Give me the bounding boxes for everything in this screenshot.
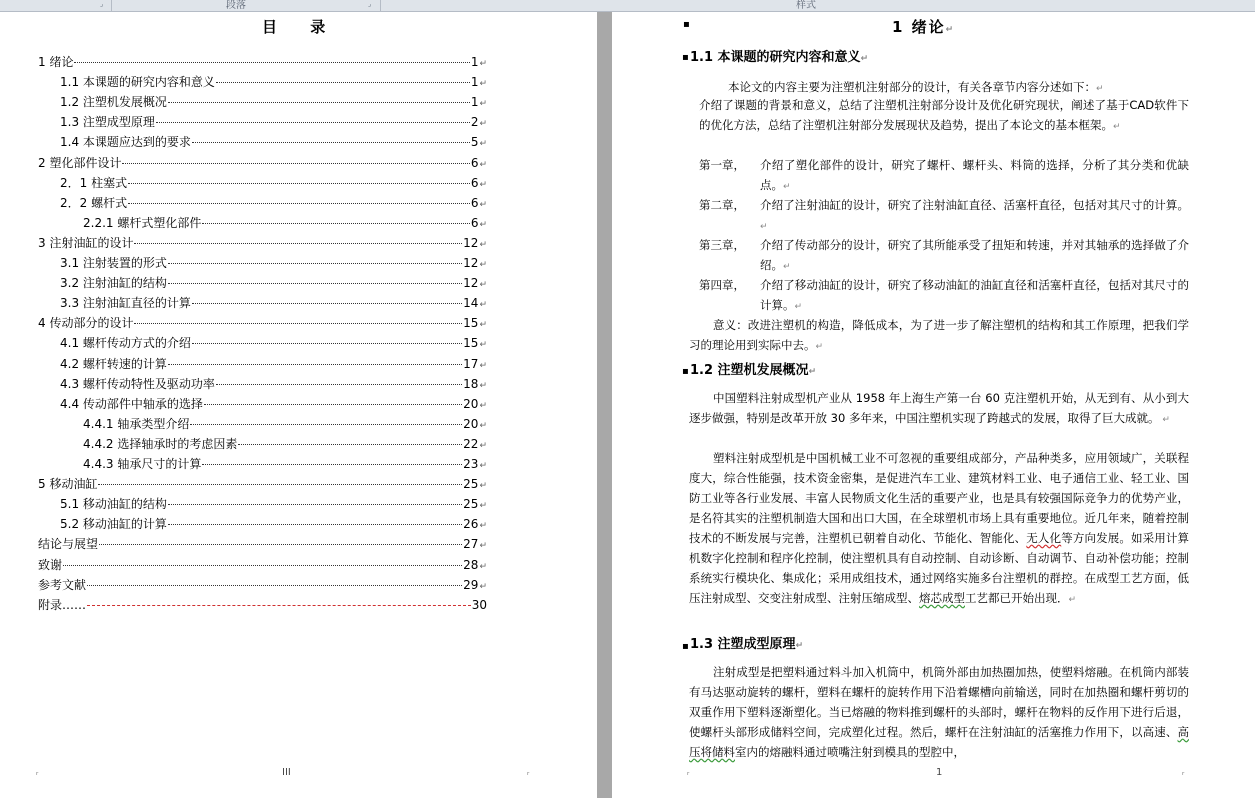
paragraph-mark-icon: ↵ (479, 581, 487, 592)
paragraph-mark-icon: ↵ (479, 179, 487, 190)
toc-leader-dots (216, 384, 462, 385)
toc-leader-dots (87, 605, 471, 606)
page-gutter (597, 12, 612, 798)
toc-entry[interactable] (60, 515, 487, 533)
toc-leader-dots (99, 544, 462, 545)
toc-entry-title: 附录…… (38, 597, 87, 612)
toc-entry-title: 4.4.1 轴承类型介绍 (83, 416, 190, 431)
list-bullet: ▪ (682, 641, 689, 652)
toc-entry[interactable] (38, 314, 487, 332)
ribbon-separator (380, 0, 381, 11)
toc-entry[interactable] (60, 194, 487, 212)
chapter-title: 1 绪论↵ (892, 18, 956, 36)
toc-entry-page: 18 (463, 376, 479, 391)
document-page-toc[interactable] (0, 12, 597, 798)
paragraph-intro: 本论文的内容主要为注塑机注射部分的设计，有关各章节内容分述如下：↵ (728, 80, 1104, 94)
toc-entry-page: 5 (470, 135, 479, 150)
chapter-summary-3: 第三章， 介绍了传动部分的设计，研究了其所能承受了扭矩和转速，并对其轴承的选择做了介绍。↵ (699, 238, 1189, 272)
paragraph-mark-icon: ↵ (479, 400, 487, 411)
chapter-summary-1: 第一章， 介绍了塑化部件的设计，研究了螺杆、螺杆头、料筒的选择，分析了其分类和优缺点。↵ (699, 158, 1189, 192)
toc-leader-dots (168, 283, 462, 284)
toc-entry-page: 6 (470, 215, 479, 230)
footer-corner-mark: ᵣ (36, 768, 39, 778)
toc-leader-dots (202, 223, 469, 224)
toc-entry[interactable] (38, 234, 487, 252)
paragraph-mark-icon: ↵ (479, 501, 487, 512)
paragraph-mark-icon: ↵ (479, 440, 487, 451)
footer-corner-mark: ᵣ (527, 768, 530, 778)
toc-entry-title: 5 移动油缸 (38, 477, 98, 492)
toc-leader-dots (238, 444, 462, 445)
paragraph-mark-icon: ↵ (479, 219, 487, 230)
page-number: 1 (936, 767, 943, 778)
toc-entry[interactable] (60, 375, 487, 393)
toc-leader-dots (168, 102, 470, 103)
toc-leader-dots (156, 122, 470, 123)
toc-entry-page: 1 (470, 95, 479, 110)
toc-leader-dots (202, 464, 462, 465)
paragraph-mark-icon: ↵ (479, 280, 487, 291)
toc-leader-dots (168, 263, 462, 264)
paragraph-meaning: 意义：改进注塑机的构造，降低成本，为了进一步了解注塑机的结构和其工作原理，把我们学习的理论用到实际中去。↵ (689, 318, 1189, 352)
toc-entry-page: 15 (463, 336, 479, 351)
toc-entry-page: 15 (463, 316, 479, 331)
toc-leader-dots (74, 62, 469, 63)
toc-entry-page: 12 (463, 235, 479, 250)
toc-entry[interactable] (60, 133, 487, 151)
toc-entry[interactable] (83, 455, 487, 473)
toc-entry-page: 25 (463, 477, 479, 492)
toc-entry-title: 4.1 螺杆传动方式的介绍 (60, 336, 191, 351)
toc-entry-title: 参考文献 (38, 577, 87, 592)
toc-entry[interactable] (60, 495, 487, 513)
paragraph-mark-icon: ↵ (479, 260, 487, 270)
footer-corner-mark: ᵣ (687, 768, 690, 778)
toc-entry-page: 14 (463, 296, 479, 311)
paragraph-history: 中国塑料注射成型机产业从 1958 年上海生产第一台 60 克注塑机开始，从无到有、从小到大逐步做强，特别是改革开放 30 多年来，中国注塑机实现了跨越式的发展，取得了巨大成就。 ↵ (689, 391, 1189, 425)
toc-leader-dots (192, 303, 462, 304)
toc-entry[interactable] (83, 415, 487, 433)
toc-leader-dots (122, 163, 469, 164)
paragraph-mark-icon: ↵ (479, 199, 487, 210)
paragraph-mark-icon: ↵ (479, 99, 487, 110)
toc-entry-title: 4 传动部分的设计 (38, 316, 134, 331)
toc-entry-title: 3 注射油缸的设计 (38, 235, 134, 250)
toc-leader-dots (192, 343, 462, 344)
toc-entry-title: 5.2 移动油缸的计算 (60, 517, 167, 532)
toc-entry[interactable] (38, 154, 487, 172)
toc-entry-page: 27 (463, 537, 479, 552)
toc-entry[interactable] (83, 435, 487, 453)
toc-entry[interactable] (38, 576, 487, 594)
toc-entry-title: 1.3 注塑成型原理 (60, 115, 155, 130)
toc-entry[interactable] (60, 355, 487, 373)
section-heading-1-1: 1.1 本课题的研究内容和意义↵ (690, 50, 869, 65)
paragraph-mark-icon: ↵ (479, 461, 487, 471)
toc-entry-title: 1 绪论 (38, 55, 74, 69)
dialog-launcher-icon[interactable]: ⌟ (368, 0, 372, 8)
list-bullet: ▪ (682, 52, 689, 63)
toc-leader-dots (192, 142, 470, 143)
toc-title: 目 录 (262, 18, 340, 36)
toc-entry[interactable] (60, 254, 487, 272)
chapter-summary-2: 第二章， 介绍了注射油缸的设计，研究了注射油缸直径、活塞杆直径，包括对其尺寸的计算。↵ (699, 198, 1189, 232)
toc-entry[interactable] (60, 113, 487, 131)
toc-entry[interactable] (38, 475, 487, 493)
toc-entry[interactable] (60, 274, 487, 292)
toc-entry-page: 25 (463, 497, 479, 512)
toc-entry-page: 2 (470, 115, 479, 130)
document-page-chapter1[interactable] (612, 12, 1255, 798)
toc-leader-dots (216, 82, 470, 83)
toc-leader-dots (63, 565, 462, 566)
toc-entry[interactable] (60, 294, 487, 312)
toc-leader-dots (87, 585, 462, 586)
toc-entry-title: 致谢 (38, 557, 63, 572)
toc-entry-title: 2．1 柱塞式 (60, 175, 128, 190)
list-bullet: ▪ (682, 366, 689, 377)
paragraph-mark-icon: ↵ (479, 139, 487, 150)
page-number: III (282, 767, 291, 778)
toc-entry-title: 4.4.3 轴承尺寸的计算 (83, 457, 202, 471)
toc-leader-dots (190, 424, 462, 425)
paragraph-mark-icon: ↵ (479, 541, 487, 552)
ribbon-separator (111, 0, 112, 11)
toc-entry[interactable] (60, 174, 487, 192)
paragraph-mark-icon: ↵ (479, 119, 487, 130)
toc-entry-title: 2 塑化部件设计 (38, 155, 122, 170)
paragraph-mark-icon: ↵ (479, 79, 487, 90)
toc-leader-dots (204, 404, 462, 405)
ribbon-strip (0, 0, 1255, 12)
toc-entry[interactable] (60, 334, 487, 352)
toc-leader-dots (134, 243, 462, 244)
toc-entry-page: 20 (463, 416, 479, 431)
toc-entry-page: 6 (470, 195, 479, 210)
paragraph-mark-icon: ↵ (479, 340, 487, 351)
paragraph-mark-icon: ↵ (479, 420, 487, 431)
toc-entry-page: 17 (463, 356, 479, 371)
paragraph-mark-icon: ↵ (479, 239, 487, 250)
toc-leader-dots (98, 484, 462, 485)
footer-corner-mark: ᵣ (1182, 768, 1185, 778)
toc-entry-page: 23 (463, 457, 479, 471)
toc-entry-page: 28 (463, 557, 479, 572)
ribbon-group-paragraph: 段落 (226, 0, 246, 11)
toc-entry-title: 1.1 本课题的研究内容和意义 (60, 75, 215, 90)
toc-entry-page: 29 (463, 577, 479, 592)
toc-entry[interactable] (60, 93, 487, 111)
paragraph-mark-icon: ↵ (479, 320, 487, 331)
toc-entry-title: 1.2 注塑机发展概况 (60, 95, 167, 110)
ribbon-group-styles: 样式 (796, 0, 816, 11)
toc-entry-page: 26 (463, 517, 479, 532)
toc-entry[interactable] (38, 53, 487, 71)
toc-entry-page: 6 (470, 155, 479, 170)
toc-entry-page: 12 (463, 276, 479, 291)
toc-entry[interactable] (60, 73, 487, 91)
list-bullet: ▪ (683, 19, 690, 30)
toc-entry-page: 20 (463, 396, 479, 411)
toc-entry-title: 3.2 注射油缸的结构 (60, 276, 167, 291)
toc-entry[interactable] (83, 214, 487, 232)
toc-leader-dots (168, 524, 462, 525)
toc-entry[interactable] (60, 395, 487, 413)
toc-entry-title: 4.3 螺杆传动特性及驱动功率 (60, 376, 215, 391)
paragraph-industry: 塑料注射成型机是中国机械工业不可忽视的重要组成部分，产品种类多，应用领域广，关联程度大，综合性能强，技术资金密集，是促进汽车工业、建筑材料工业、电子通信工业、轻工业、国防工业等各行业发展、丰富人民物质文化生活的重要产业，也是具有较强国际竞争力的优势产业，是名符其实的注塑机制造大国和出口大国，在全球塑机市场上具有重要地位。近几年来，随着控制技术的不断发展与完善，注塑机已朝着自动化、节能化、智能化、无人化等方向发展。如采用计算机数字化控制和程序化控制，使注塑机具有自动控制、自动诊断、自动调节、自动补偿功能；控制系统实行模块化、集成化；采用成组技术，通过网络实施多台注塑机的群控。在成型工艺方面，低压注射成型、交变注射成型、注射压缩成型、熔芯成型工艺都已开始出现．↵ (689, 451, 1190, 605)
dialog-launcher-icon[interactable]: ⌟ (100, 0, 104, 8)
toc-entry-title: 2．2 螺杆式 (60, 195, 128, 210)
toc-entry-title: 4.2 螺杆转速的计算 (60, 356, 167, 371)
toc-entry-title: 4.4 传动部件中轴承的选择 (60, 396, 203, 411)
toc-leader-dots (128, 203, 470, 204)
paragraph-mark-icon: ↵ (479, 481, 487, 492)
section-heading-1-3: 1.3 注塑成型原理↵ (690, 637, 804, 652)
paragraph-summary: 介绍了课题的背景和意义，总结了注塑机注射部分设计及优化研究现状，阐述了基于CAD软件下的优化方法，总结了注塑机注射部分发展现状及趋势，提出了本论文的基本框架。↵ (699, 98, 1189, 132)
paragraph-mark-icon: ↵ (479, 159, 487, 170)
toc-entry-title: 2.2.1 螺杆式塑化部件 (83, 215, 202, 230)
paragraph-mark-icon: ↵ (479, 360, 487, 371)
toc-entry-title: 结论与展望 (38, 537, 99, 552)
toc-entry-title: 1.4 本课题应达到的要求 (60, 135, 191, 150)
toc-entry-title: 3.3 注射油缸直径的计算 (60, 296, 191, 311)
paragraph-mark-icon: ↵ (479, 300, 487, 311)
toc-leader-dots (128, 183, 470, 184)
paragraph-mark-icon: ↵ (479, 380, 487, 391)
toc-entry-page: 22 (463, 436, 479, 451)
toc-entry-title: 4.4.2 选择轴承时的考虑因素 (83, 436, 238, 451)
toc-entry[interactable] (38, 596, 487, 614)
paragraph-mark-icon: ↵ (479, 561, 487, 572)
toc-entry-title: 5.1 移动油缸的结构 (60, 497, 167, 512)
toc-entry[interactable] (38, 556, 487, 574)
toc-entry-page: 1 (470, 55, 479, 69)
toc-entry-page: 12 (463, 256, 479, 270)
toc-leader-dots (168, 504, 462, 505)
toc-entry-title: 3.1 注射装置的形式 (60, 256, 167, 270)
toc-entry[interactable] (38, 535, 487, 553)
chapter-summary-4: 第四章， 介绍了移动油缸的设计，研究了移动油缸的油缸直径和活塞杆直径，包括对其尺寸的计算。↵ (699, 278, 1189, 312)
toc-entry-page: 30 (471, 597, 487, 612)
toc-leader-dots (168, 364, 462, 365)
toc-entry-page: 6 (470, 175, 479, 190)
section-heading-1-2: 1.2 注塑机发展概况↵ (690, 363, 817, 378)
paragraph-mark-icon: ↵ (479, 59, 487, 69)
paragraph-principle: 注射成型是把塑料通过料斗加入机筒中，机筒外部由加热圈加热，使塑料熔融。在机筒内部装有马达驱动旋转的螺杆，塑料在螺杆的旋转作用下沿着螺槽向前输送，同时在加热圈和螺杆剪切的双重作用下塑料逐渐塑化。当已熔融的物料推到螺杆的头部时，螺杆在物料的反作用下进行后退，使螺杆头部形成储料空间，完成塑化过程。然后，螺杆在注射油缸的活塞推力作用下，以高速、高压将储料室内的熔融料通过喷嘴注射到模具的型腔中， (689, 665, 1189, 759)
paragraph-mark-icon: ↵ (479, 521, 487, 532)
toc-leader-dots (134, 323, 462, 324)
toc-entry-page: 1 (470, 75, 479, 90)
